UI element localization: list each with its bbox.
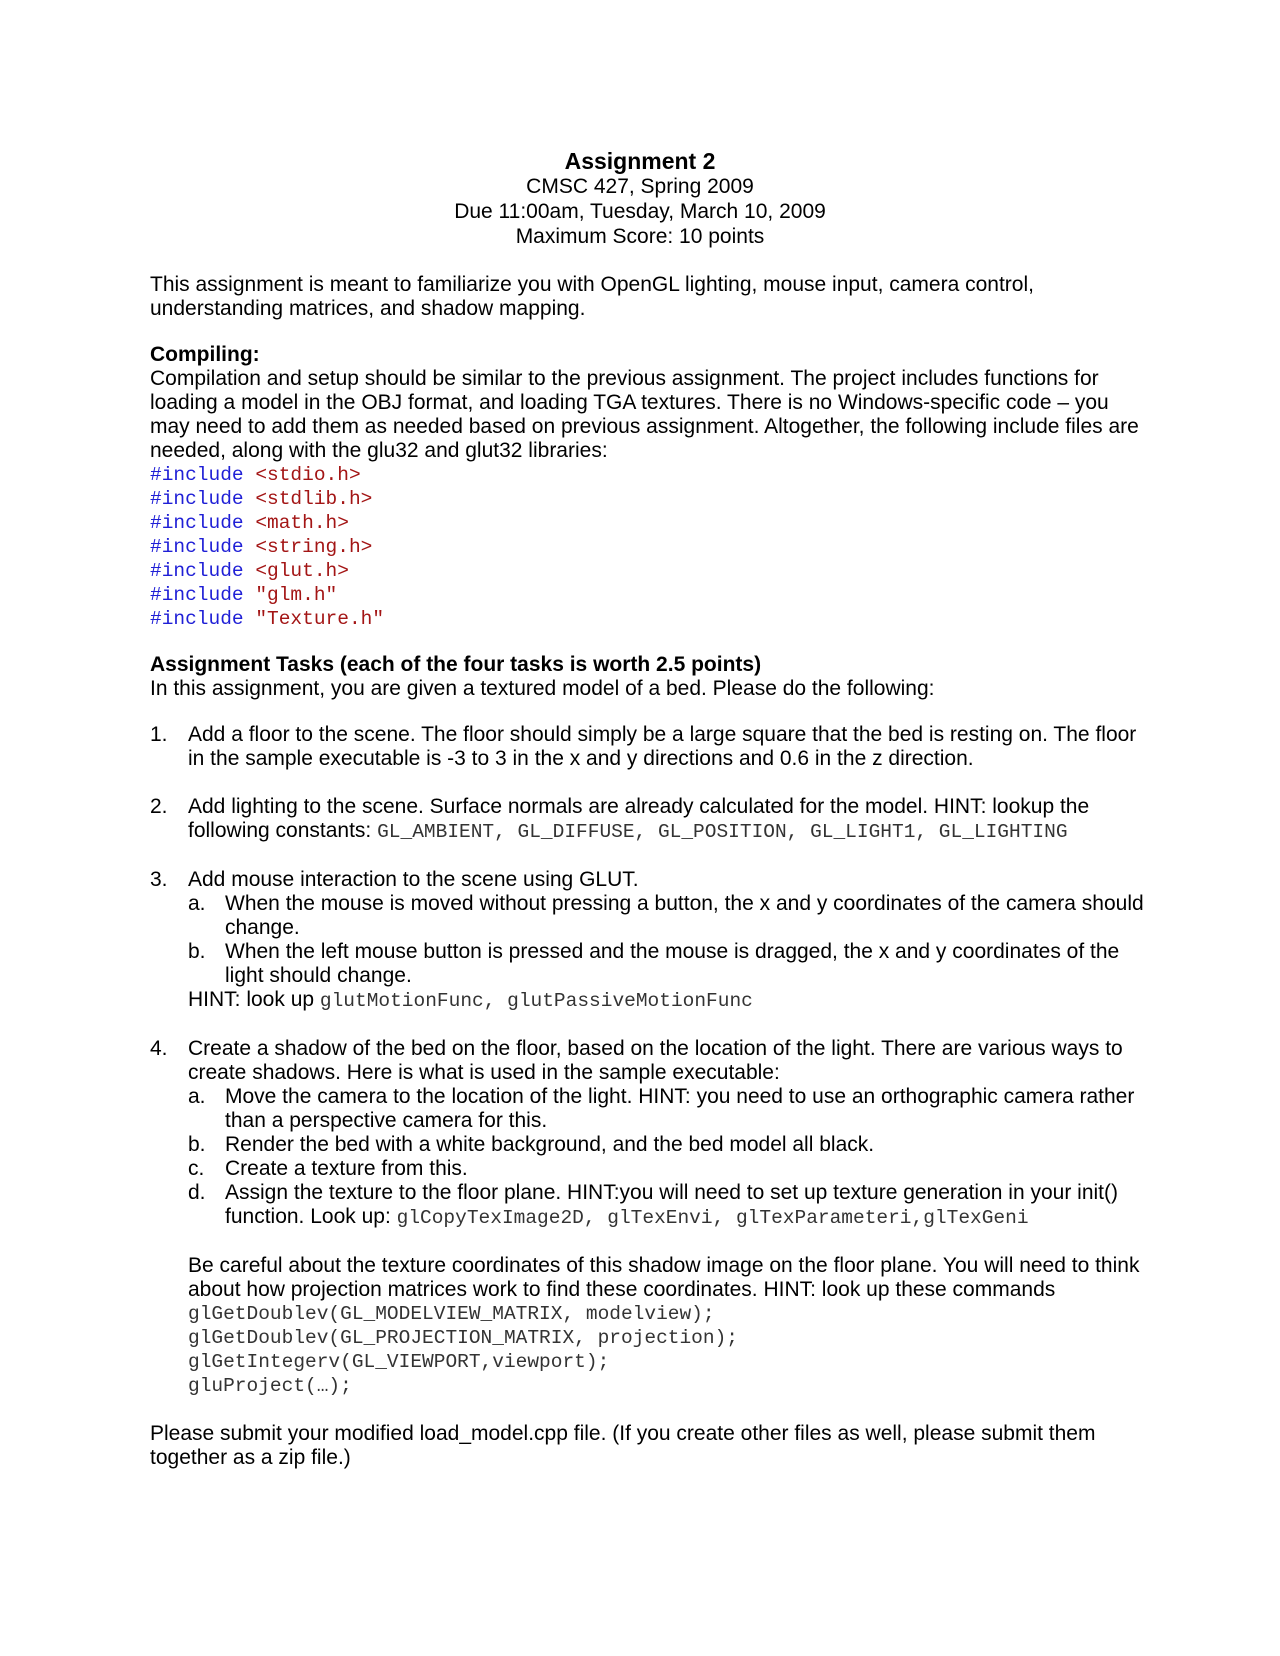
include-keyword: #include (150, 536, 244, 558)
include-keyword: #include (150, 488, 244, 510)
tasks-intro: In this assignment, you are given a textured model of a bed. Please do the following: (150, 677, 935, 700)
course-line: CMSC 427, Spring 2009 (526, 175, 754, 198)
include-file: <stdio.h> (255, 464, 361, 486)
include-list (150, 463, 1150, 631)
task-item-2 (150, 795, 1150, 844)
task-item-3 (150, 868, 1150, 1013)
command-line: glGetDoublev(GL_PROJECTION_MATRIX, projection); (188, 1327, 738, 1349)
subtask-code: glCopyTexImage2D, glTexEnvi, glTexParameteri,glTexGeni (396, 1207, 1029, 1229)
include-file: <math.h> (255, 512, 349, 534)
subtask-text: Move the camera to the location of the light. HINT: you need to use an orthographic camera rather than a perspective camera for this. (225, 1085, 1135, 1132)
include-file: <stdlib.h> (255, 488, 373, 510)
subtask-text: Create a texture from this. (225, 1157, 468, 1180)
include-keyword: #include (150, 584, 244, 606)
include-file: "glm.h" (255, 584, 338, 606)
command-list (188, 1302, 1150, 1398)
subtask-letter: a. (188, 892, 206, 915)
subtask-item (188, 940, 1150, 988)
subtask-letter: b. (188, 1133, 206, 1156)
task-code: GL_AMBIENT, GL_DIFFUSE, GL_POSITION, GL_LIGHT1, GL_LIGHTING (377, 821, 1068, 843)
include-file: <string.h> (255, 536, 373, 558)
subtask-letter: b. (188, 940, 206, 963)
task-number: 2. (150, 795, 168, 818)
include-file: "Texture.h" (255, 608, 385, 630)
task-text: Add a floor to the scene. The floor should simply be a large square that the bed is resting on. The floor in the sample executable is -3 to 3 in the x and y directions and 0.6 in the z direction. (188, 723, 1137, 770)
hint-text: HINT: look up (188, 988, 320, 1011)
include-file: <glut.h> (255, 560, 349, 582)
subtask-item (188, 892, 1150, 940)
compiling-section (150, 343, 1150, 631)
hint-code: glutMotionFunc, glutPassiveMotionFunc (319, 990, 753, 1012)
task-hint (188, 988, 1150, 1013)
task-text: Create a shadow of the bed on the floor, based on the location of the light. There are various ways to create shadows. Here is what is used in the sample executable: (188, 1037, 1123, 1084)
include-keyword: #include (150, 464, 244, 486)
include-line (150, 535, 1150, 559)
include-keyword: #include (150, 560, 244, 582)
subtask-letter: c. (188, 1157, 205, 1180)
subtask-text: Assign the texture to the floor plane. HINT:you will need to set up texture generation in your init() function. Look up: (225, 1181, 1118, 1228)
subtask-text: When the mouse is moved without pressing a button, the x and y coordinates of the camera should change. (225, 892, 1144, 939)
subtask-item (188, 1133, 1150, 1157)
subtask-item (188, 1181, 1150, 1230)
document-title: Assignment 2 (564, 148, 716, 174)
intro-paragraph: This assignment is meant to familiarize you with OpenGL lighting, mouse input, camera control, understanding matrices, and shadow mapping. (150, 273, 1034, 320)
include-line (150, 583, 1150, 607)
include-line (150, 511, 1150, 535)
task-text: Add mouse interaction to the scene using GLUT. (188, 868, 639, 891)
command-line: glGetIntegerv(GL_VIEWPORT,viewport); (188, 1351, 610, 1373)
submission-paragraph: Please submit your modified load_model.cpp file. (If you create other files as well, please submit them together as a zip file.) (150, 1422, 1096, 1469)
command-line: gluProject(…); (188, 1375, 352, 1397)
subtask-item (188, 1085, 1150, 1133)
max-score-line: Maximum Score: 10 points (515, 225, 765, 248)
include-line (150, 463, 1150, 487)
subtask-item (188, 1157, 1150, 1181)
texture-note: Be careful about the texture coordinates of this shadow image on the floor plane. You will need to think about how projection matrices work to find these coordinates. HINT: look up these commands (188, 1254, 1140, 1301)
include-line (150, 559, 1150, 583)
due-date-line: Due 11:00am, Tuesday, March 10, 2009 (454, 200, 826, 223)
compiling-paragraph: Compilation and setup should be similar to the previous assignment. The project includes functions for loading a model in the OBJ format, and loading TGA textures. There is no Windows-specific code – you may need to add them as needed based on previous assignment. Altogether, the following include files are needed, along with the glu32 and glut32 libraries: (150, 367, 1139, 462)
include-line (150, 487, 1150, 511)
task-number: 3. (150, 868, 168, 891)
task-number: 4. (150, 1037, 168, 1060)
subtask-text: When the left mouse button is pressed and the mouse is dragged, the x and y coordinates of the light should change. (225, 940, 1120, 987)
subtask-letter: d. (188, 1181, 206, 1204)
task-item-4 (150, 1037, 1150, 1398)
task-list (150, 723, 1150, 1398)
task-text: Add lighting to the scene. Surface normals are already calculated for the model. HINT: lookup the following constants: (188, 795, 1090, 842)
document-header (150, 148, 1130, 249)
task-item-1 (150, 723, 1150, 771)
document-page (150, 148, 1150, 1470)
compiling-heading: Compiling: (150, 343, 260, 366)
tasks-heading: Assignment Tasks (each of the four tasks is worth 2.5 points) (150, 653, 762, 676)
include-keyword: #include (150, 608, 244, 630)
task-number: 1. (150, 723, 168, 746)
subtask-text: Render the bed with a white background, and the bed model all black. (225, 1133, 875, 1156)
tasks-section (150, 653, 1150, 1398)
subtask-letter: a. (188, 1085, 206, 1108)
include-line (150, 607, 1150, 631)
command-line: glGetDoublev(GL_MODELVIEW_MATRIX, modelview); (188, 1303, 715, 1325)
include-keyword: #include (150, 512, 244, 534)
